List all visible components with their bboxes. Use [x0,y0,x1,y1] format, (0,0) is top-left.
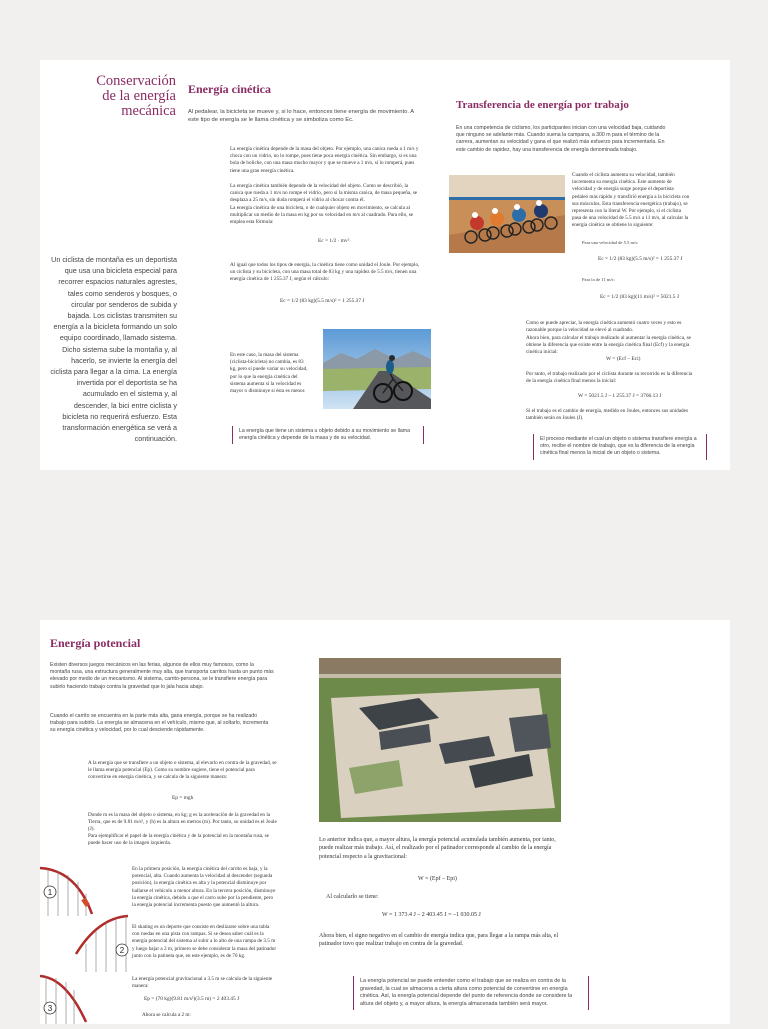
work-formula-a: Ec = 1/2 (83 kg)(5.5 m/s)² = 1 255.37 J [598,256,683,262]
kinetic-p2: La energía cinética también depende de la velocidad del objeto. Como se describió, la canica que rueda a 1 m/s no rompe el vidrio, pero si la misma canica, de masa pequeña, se desplaza a 25 m/s, sin duda romperá el vidrio al chocar contra él. [230,183,418,204]
potential-p5: En la primera posición, la energía cinética del carrito es baja, y la potencial, alta. Cuando aumenta la velocidad al descender (segunda posición), la energía cinética es alta y la potencial disminuye por hallarse el vehículo a menor altura. En la tercera posición, disminuye la energía cinética, debido a que el carro sube por la pendiente, pero la energía potencial incrementa puesto que aumentó la altura. [132,866,276,909]
work-label-b: Para la de 11 m/s: [582,277,615,282]
cyclist-photo [323,329,431,409]
right-formula-2: W = 1 373.4 J – 2 403.45 J = –1 030.05 J [382,912,481,918]
coaster-label-1: 1 [47,888,53,897]
work-formula-b: Ec = 1/2 (83 kg)(11 m/s)² = 5021.5 J [600,294,679,300]
work-note: El proceso mediante el cual un objeto o sistema transfiere energía a otro, recibe el nombre de trabajo, que es la diferencia de la energía cinética final menos la inicial de un objeto o sistema. [533,434,707,460]
kinetic-intro: Al pedalear, la bicicleta se mueve y, si lo hace, entonces tiene energía de movimiento. A este tipo de energía se le llama cinética y se simboliza como Ec. [188,109,414,124]
potential-formula-1: Ep = mgh [172,795,194,801]
potential-p4: Para ejemplificar el papel de la energía cinética y de la potencial en la montaña rusa, se puede hacer uso de la imagen izquierda. [88,833,269,847]
coaster-label-3: 3 [47,1004,53,1013]
right-p1: Lo anterior indica que, a mayor altura, la energía potencial acumulada también aumenta, por tanto, puede realizar más trabajo. Así, el realizado por el patinador corresponde al cambio de la energía potencial respecto a la gravitacional: [319,837,556,860]
potential-note: La energía potencial se puede entender como el trabajo que se realiza en contra de la gravedad, la cual se almacena a cierta altura como potencial de convertirse en energía cinética. Así, la energía potencial depende del punto de referencia donde se considere la altura del objeto y, a mayor altura, la energía almacenada también será mayor. [353,976,589,1010]
kinetic-p4: Al igual que todos los tipos de energía, la cinética tiene como unidad el Joule. Por ejemplo, un ciclista y su bicicleta, con una masa total de 83 kg y una rapidez de 5.5 m/s, tienen una energía cinética de 1 255.37 J, según el cálculo: [230,262,420,283]
work-intro: En una competencia de ciclismo, los participantes inician con una velocidad baja, cuidando que ninguno se adelante más. Cuando suena la campana, a 300 m para el término de la carrera, aumentan su velocidad y gana el que realizó más esfuerzo para incrementarla. En este cambio de rapidez, hay una transferencia de energía denominada trabajo. [456,125,666,153]
right-label: Al calcularlo se tiene: [326,894,379,900]
cyclist-icon [323,329,431,409]
potential-p6: El skating es un deporte que consiste en deslizarse sobre una tabla con ruedas en una pista con rampas. Si se desea saber cuál es la energía potencial del sistema al subir a lo alto de una rampa de 3.5 m y luego bajar a 2 m, primero se debe considerar la masa del patinador junto con la patineta que, en este ejemplo, es de 70 kg. [132,924,277,959]
work-heading: Transferencia de energía por trabajo [456,99,629,111]
right-formula-1: W = (Epf – Epi) [418,876,457,882]
kinetic-p1: La energía cinética depende de la masa del objeto. Por ejemplo, una canica rueda a 1 m/s y choca con un vidrio, no lo rompe, pues tiene poca energía cinética. Sin embargo, si es una bola de boliche, con una masa mucho mayor y que se mueve a 1 m/s, sí lo romperá, pues tiene una gran energía cinética. [230,146,419,174]
work-p4: Por tanto, el trabajo realizado por el ciclista durante su recorrido es la diferencia de la energía cinética final menos la inicial: [526,371,693,385]
kinetic-p3: La energía cinética de una bicicleta, o de cualquier objeto en movimiento, se calcula al multiplicar un medio de la masa en kg por su velocidad en m/s al cuadrado. Para ello, se emplea esta fórmula: [230,205,414,226]
sidebar-text: Un ciclista de montaña es un deportista que usa una bicicleta especial para recorrer espacios naturales agrestes, tales como senderos y bosques, o circular por senderos de subida y bajada. Los ciclistas transmiten su energía a la bicicleta formando un solo equipo coordinado, llamado sistema. Dicho sistema sube la montaña y, al hacerlo, se invierte la energía del ciclista para llegar a la cima. La energía invertida por el deportista se ha acumulado en el sistema y, al descender, la bici entre ciclista y bicicleta no requerirá esfuerzo. Esta transformación energética se verá a continuación. [50,255,177,444]
track-cyclists-icon [449,175,565,253]
kinetic-heading: Energía cinética [188,82,271,96]
work-p5: Si el trabajo es el cambio de energía, medido en Joules, entonces sus unidades también serán en Joules (J). [526,408,688,422]
coaster-label-2: 2 [119,946,125,955]
track-cycling-photo [449,175,565,253]
potential-p2: A la energía que se transfiere a un objeto o sistema, al elevarlo en contra de la gravedad, se le llama energía potencial (Ep). Como su nombre sugiere, tiene el potencial para convertirse en energía cinética, y se calcula de la siguiente manera: [88,760,277,781]
potential-intro: Existen diversos juegos mecánicos en las ferias, algunos de ellos muy famosos, como la montaña rusa, una estructura generalmente muy alta, que transporta carritos hasta un punto más elevado por medio de un mecanismo. Al sistema, carrito-persona, se le transfiere energía para subirlo haciendo trabajo contra la gravedad que lo jala hacia abajo. [50,662,274,690]
kinetic-formula-2: Ec = 1/2 (83 kg)(5.5 m/s)² = 1 255.37 J [280,298,365,304]
roller-coaster-diagram [36,862,130,1024]
kinetic-note: La energía que tiene un sistema u objeto debido a su movimiento se llama energía cinética y depende de la masa y de su velocidad. [232,426,424,444]
roller-coaster-icon [36,862,130,1024]
potential-p7: La energía potencial gravitacional a 3.5 m se calcula de la siguiente manera: [132,976,273,990]
kinetic-formula-1: Ec = 1/2 · mv² [318,238,350,244]
chapter-title: Conservación de la energía mecánica [96,73,176,120]
potential-formula-2: Ep = (70 kg)(9.81 m/s²)(3.5 m) = 2 403.45 J [144,996,240,1002]
right-p2: Ahora bien, el signo negativo en el cambio de energía indica que, para llegar a la rampa más alta, el patinador tuvo que realizar trabajo en contra de la gravedad. [319,933,559,948]
skatepark-photo [319,658,561,822]
work-label-a: Para una velocidad de 5.5 m/s: [582,240,639,245]
potential-p3: Donde m es la masa del objeto o sistema, en kg; g es la aceleración de la gravedad en la Tierra, que es de 9.81 m/s², y (h) es la altura en metros (m). Por tanto, su unidad es el Joule (J). [88,812,277,833]
work-formula-d: W = 5021.5 J – 1 255.37 J = 3766.13 J [578,393,662,399]
work-p2: Como se puede apreciar, la energía cinética aumentó cuatro veces y esto es razonable porque la velocidad se elevó al cuadrado. [526,320,682,334]
kinetic-p5: En este caso, la masa del sistema (ciclista-bicicleta) no cambia, es 83 kg, pero sí puede variar su velocidad, por lo que la energía cinética del sistema aumenta si la velocidad es mayor o disminuye si ésta es menor. [230,352,308,395]
work-p1: Cuando el ciclista aumenta su velocidad, también incrementa su energía cinética. Este aumento de velocidad y de energía surge porque el deportista pedaleó más rápido y transfirió energía a la bicicleta con sus músculos. Esta transferencia energética (trabajo), se representa con la literal W. Por ejemplo, si el ciclista pasa de una velocidad de 5.5 m/s a 11 m/s, al calcular la energía cinética se obtiene lo siguiente: [572,172,690,229]
potential-heading: Energía potencial [50,636,141,650]
potential-p8: Ahora se calcula a 2 m: [142,1012,191,1018]
work-formula-c: W = (Ecf – Eci) [606,356,641,362]
potential-p1: Cuando el carrito se encuentra en la parte más alta, gana energía, porque se ha realizado trabajo para subirlo. La energía se almacena en el vehículo, mismo que, al soltarlo, incrementa su energía cinética y velocidad, por lo cual desciende rápidamente. [50,713,269,734]
skatepark-icon [319,658,561,822]
work-p3: Ahora bien, para calcular el trabajo realizado al aumentar la energía cinética, se obtiene la diferencia que existe entre la energía cinética final (Ecf) y la energía cinética inicial: [526,335,691,356]
